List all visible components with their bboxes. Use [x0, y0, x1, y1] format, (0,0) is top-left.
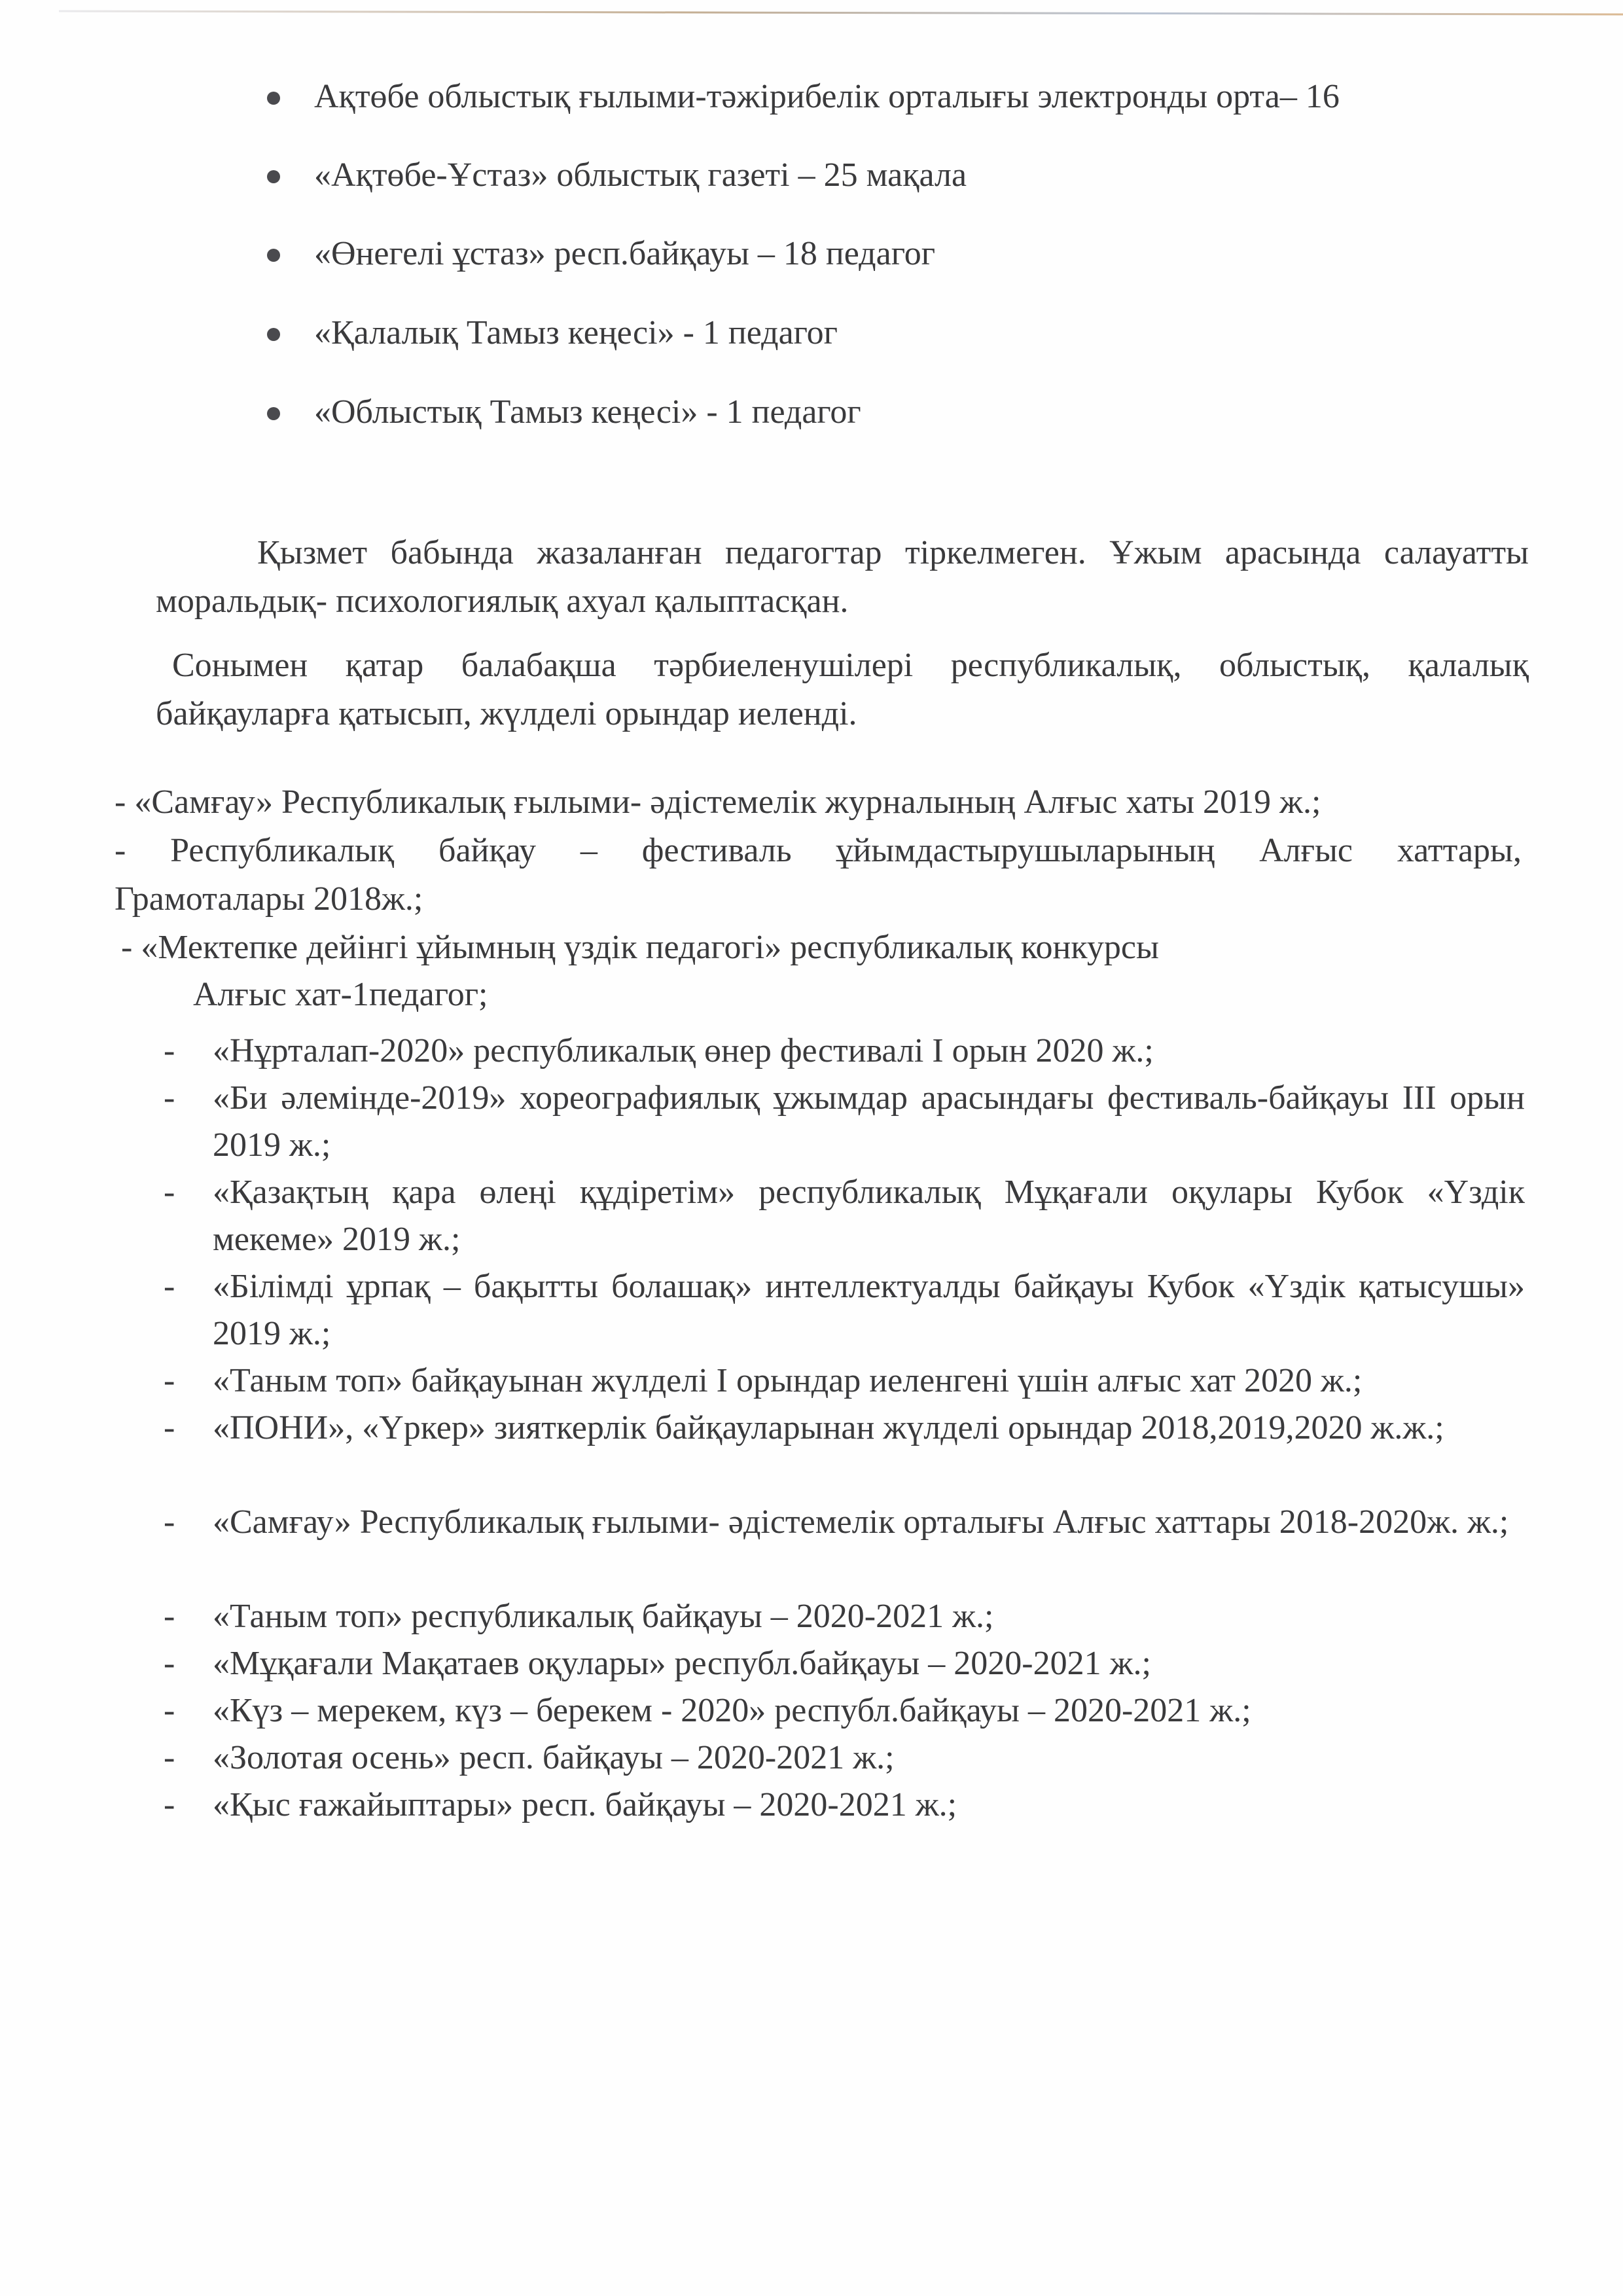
- award-line: - «Мектепке дейінгі ұйымның үздік педагогі» республикалық конкурсы: [121, 929, 1159, 966]
- dash-icon: -: [164, 1079, 175, 1117]
- list-item-text: «Нұрталап-2020» республикалық өнер фестивалі I орын 2020 ж.;: [213, 1032, 1154, 1069]
- dash-icon: -: [164, 1598, 175, 1635]
- award-line: Грамоталары 2018ж.;: [115, 880, 423, 918]
- bullet-icon: [267, 407, 280, 420]
- bullet-text: «Ақтөбе-Ұстаз» облыстық газеті – 25 мақала: [314, 156, 967, 194]
- paragraph-pupils-achievements: Сонымен қатар балабақша тәрбиеленушілері республикалық, облыстық, қалалық байқауларға қатысып, жүлделі орындар иеленді.: [156, 647, 1529, 732]
- dash-icon: -: [164, 1032, 175, 1069]
- bullet-icon: [267, 170, 280, 183]
- bullet-icon: [267, 249, 280, 262]
- list-item-text: «Самғау» Республикалық ғылыми- әдістемелік орталығы Алғыс хаттары 2018-2020ж. ж.;: [213, 1503, 1509, 1541]
- dash-icon: -: [164, 1362, 175, 1399]
- list-item-text: «Мұқағали Мақатаев оқулары» республ.байқауы – 2020-2021 ж.;: [213, 1645, 1151, 1682]
- list-item-text: «ПОНИ», «Үркер» зияткерлік байқауларынан жүлделі орындар 2018,2019,2020 ж.ж.;: [213, 1409, 1444, 1446]
- dash-icon: -: [164, 1786, 175, 1823]
- dash-icon: -: [164, 1503, 175, 1541]
- list-item-text: «Күз – мерекем, күз – берекем - 2020» республ.байқауы – 2020-2021 ж.;: [213, 1692, 1251, 1729]
- dash-icon: -: [164, 1174, 175, 1211]
- list-item-text: «Таным топ» республикалық байқауы – 2020-2021 ж.;: [213, 1598, 994, 1635]
- bullet-text: «Қалалық Тамыз кеңесі» - 1 педагог: [314, 314, 838, 351]
- bullet-icon: [267, 92, 280, 105]
- bullet-text: «Өнегелі ұстаз» респ.байқауы – 18 педагог: [314, 235, 936, 272]
- bullet-icon: [267, 328, 280, 341]
- list-item-text: «Таным топ» байқауынан жүлделі I орындар иеленгені үшін алғыс хат 2020 ж.;: [213, 1362, 1363, 1399]
- dash-icon: -: [164, 1645, 175, 1682]
- list-item-text: «Би әлемінде-2019» хореографиялық ұжымдар арасындағы фестиваль-байқауы III орын 2019 ж.;: [213, 1079, 1525, 1164]
- dash-icon: -: [164, 1268, 175, 1305]
- list-item-text: «Білімді ұрпақ – бақытты болашақ» интеллектуалды байқауы Кубок «Үздік қатысушы» 2019 ж.;: [213, 1268, 1525, 1352]
- list-item-text: «Қазақтың қара өлеңі құдіретім» республикалық Мұқағали оқулары Кубок «Үздік мекеме» 2019 ж.;: [213, 1174, 1525, 1258]
- dash-icon: -: [164, 1409, 175, 1446]
- bullet-text: «Облыстық Тамыз кеңесі» - 1 педагог: [314, 393, 861, 431]
- paragraph-staff-conduct: Қызмет бабында жазаланған педагогтар тіркелмеген. Ұжым арасында салауатты моральдық- психологиялық ахуал қалыптасқан.: [156, 534, 1529, 620]
- list-item-text: «Қыс ғажайыптары» респ. байқауы – 2020-2021 ж.;: [213, 1786, 957, 1823]
- dash-icon: -: [164, 1692, 175, 1729]
- award-line: Алғыс хат-1педагог;: [193, 976, 488, 1013]
- award-line: - «Самғау» Республикалық ғылыми- әдістемелік журналының Алғыс хаты 2019 ж.;: [115, 783, 1321, 821]
- dash-icon: -: [164, 1739, 175, 1776]
- bullet-text: Ақтөбе облыстық ғылыми-тәжірибелік орталығы электронды орта– 16: [314, 78, 1340, 115]
- award-line: - Республикалық байқау – фестиваль ұйымдастырушыларының Алғыс хаттары,: [115, 832, 1522, 869]
- list-item-text: «Золотая осень» респ. байқауы – 2020-2021 ж.;: [213, 1739, 895, 1776]
